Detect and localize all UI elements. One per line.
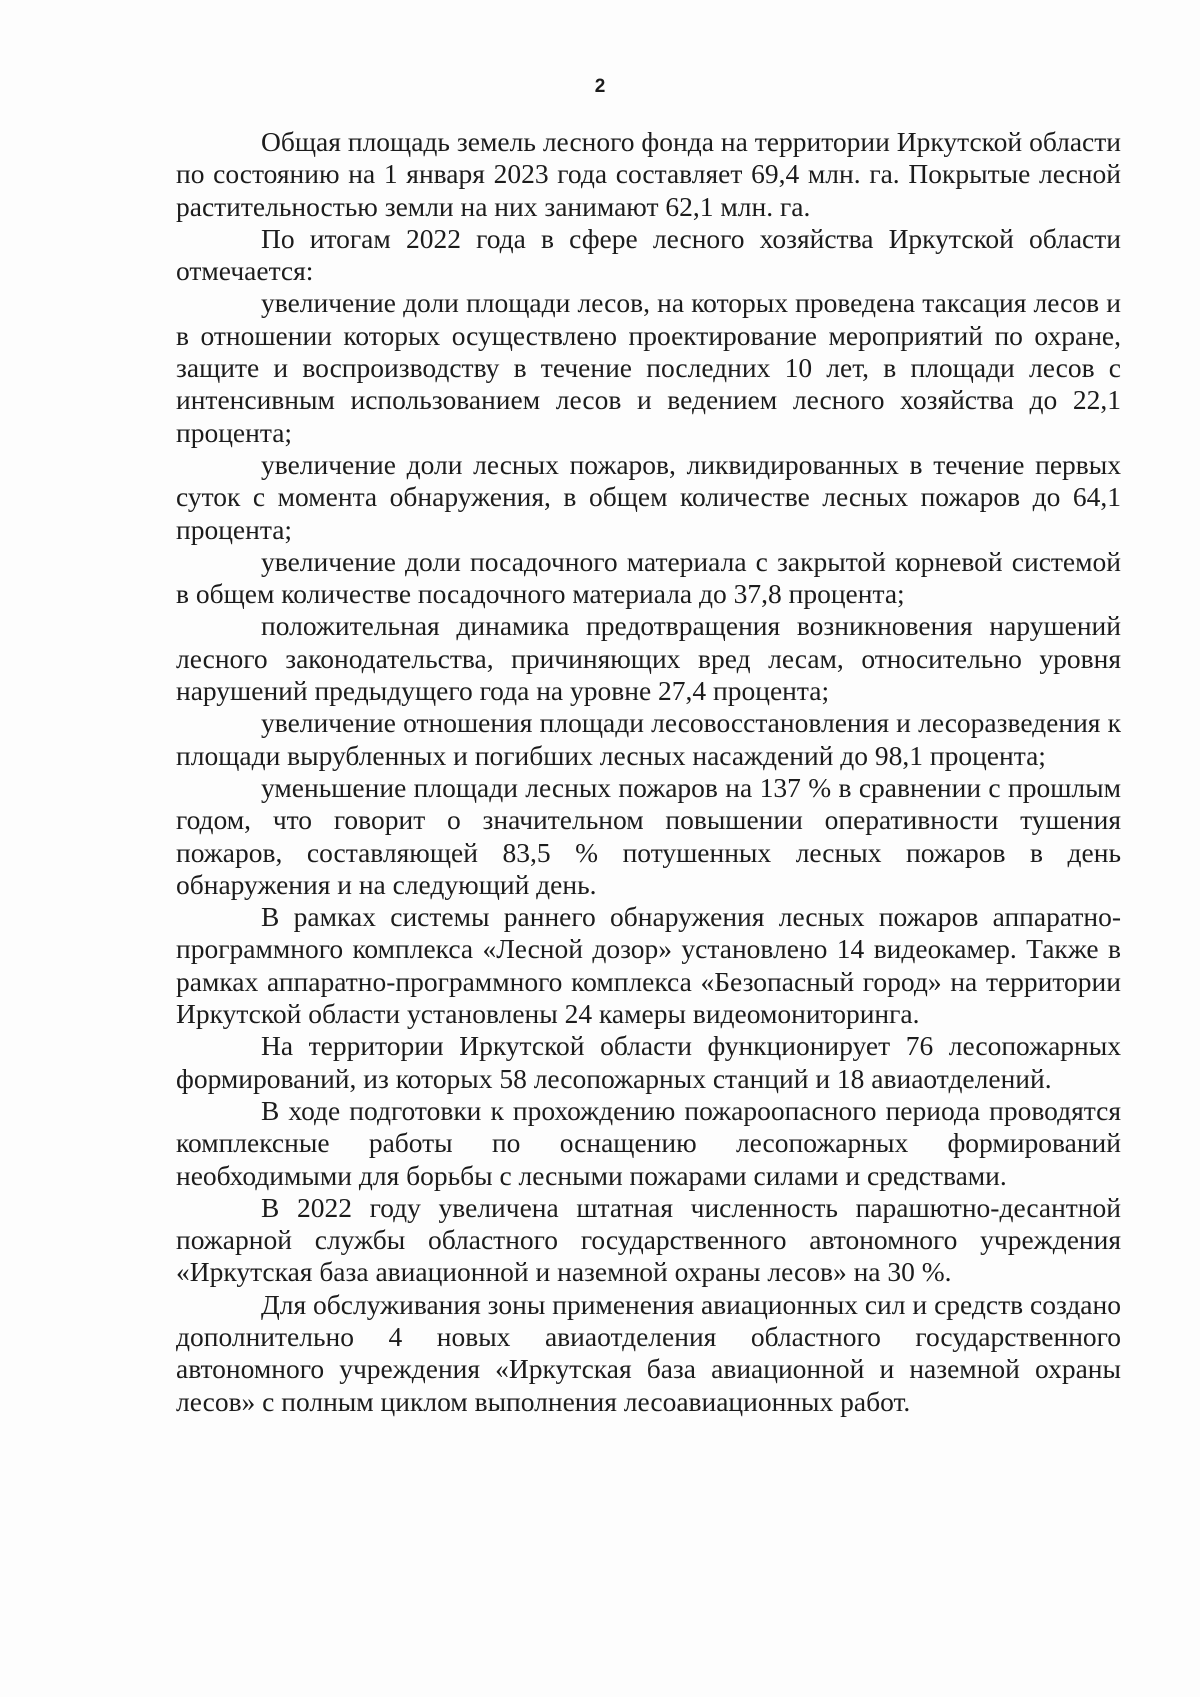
paragraph-taxation-share: увеличение доли площади лесов, на которых проведена таксация лесов и в отношении которых осуществлено проектирование мероприятий по охране, защите и воспроизводству в течение последних 10 лет, в площади лесов с интенсивным использованием лесов и ведением лесного хозяйства до 22,1 процента;: [176, 287, 1121, 448]
paragraph-fires-first-day: увеличение доли лесных пожаров, ликвидированных в течение первых суток с момента обнаружения, в общем количестве лесных пожаров до 64,1 процента;: [176, 448, 1121, 545]
page-number: 2: [594, 76, 606, 97]
paragraph-forest-fund-area: Общая площадь земель лесного фонда на территории Иркутской области по состоянию на 1 января 2023 года составляет 69,4 млн. га. Покрытые лесной растительностью земли на них занимают 62,1 млн. га.: [176, 126, 1121, 222]
paragraph-planting-material: увеличение доли посадочного материала с закрытой корневой системой в общем количестве посадочного материала до 37,8 процента;: [176, 545, 1121, 610]
paragraph-reforestation-ratio: увеличение отношения площади лесовосстановления и лесоразведения к площади вырубленных и погибших лесных насаждений до 98,1 процента;: [176, 707, 1121, 771]
paragraph-fire-area-decrease: уменьшение площади лесных пожаров на 137 % в сравнении с прошлым годом, что говорит о значительном повышении оперативности тушения пожаров, составляющей 83,5 % потушенных лесных пожаров в день обнаружения и на следующий день.: [176, 771, 1121, 900]
paragraph-new-air-units: Для обслуживания зоны применения авиационных сил и средств создано дополнительно 4 новых авиаотделения областного государственного автономного учреждения «Иркутская база авиационной и наземной охраны лесов» с полным циклом выполнения лесоавиационных работ.: [176, 1288, 1121, 1417]
paragraph-violations-prevention: положительная динамика предотвращения возникновения нарушений лесного законодательства, причиняющих вред лесам, относительно уровня нарушений предыдущего года на уровне 27,4 процента;: [176, 610, 1121, 707]
paragraph-video-monitoring: В рамках системы раннего обнаружения лесных пожаров аппаратно-программного комплекса «Лесной дозор» установлено 14 видеокамер. Также в рамках аппаратно-программного комплекса «Безопасный город» на территории Иркутской области установлены 24 камеры видеомониторинга.: [176, 901, 1121, 1030]
paragraph-season-preparation: В ходе подготовки к прохождению пожароопасного периода проводятся комплексные работы по оснащению лесопожарных формирований необходимыми для борьбы с лесными пожарами силами и средствами.: [176, 1094, 1121, 1191]
body-text: [176, 126, 1121, 1418]
paragraph-fire-units: На территории Иркутской области функционирует 76 лесопожарных формирований, из которых 58 лесопожарных станций и 18 авиаотделений.: [176, 1030, 1121, 1094]
paragraph-staff-increase: В 2022 году увеличена штатная численность парашютно-десантной пожарной службы областного государственного автономного учреждения «Иркутская база авиационной и наземной охраны лесов» на 30 %.: [176, 1191, 1121, 1288]
paragraph-results-intro: По итогам 2022 года в сфере лесного хозяйства Иркутской области отмечается:: [176, 222, 1121, 287]
